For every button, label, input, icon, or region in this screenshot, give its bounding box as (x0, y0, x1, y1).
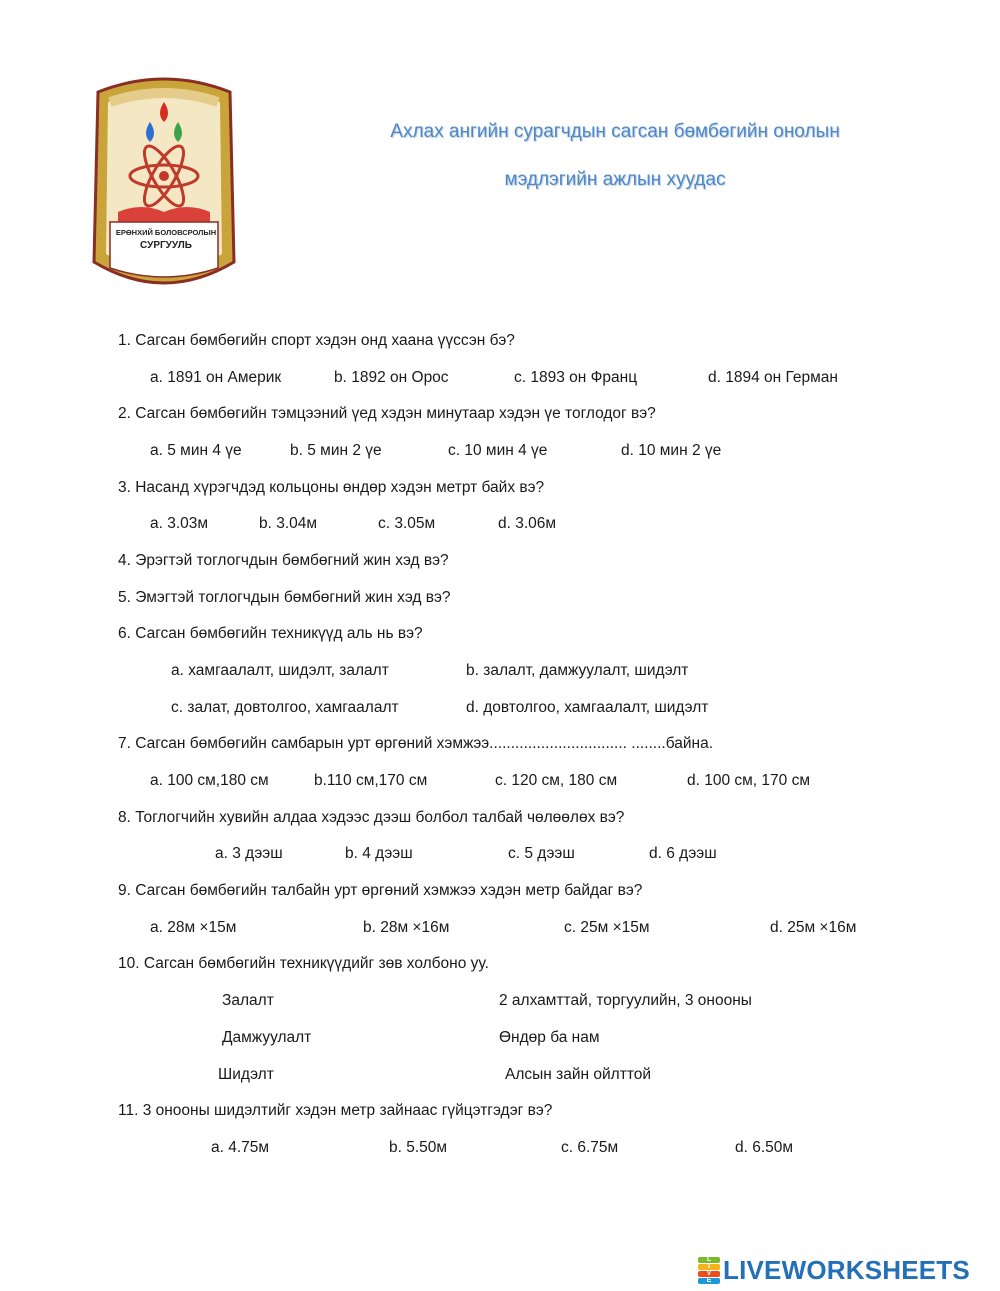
q7-option-d[interactable]: d. 100 см, 170 см (687, 772, 810, 789)
question-4: 4. Эрэгтэй тоглогчдын бөмбөгний жин хэд вэ? (118, 552, 449, 569)
q2-option-c[interactable]: c. 10 мин 4 үе (448, 442, 548, 459)
q1-option-d[interactable]: d. 1894 он Герман (708, 369, 838, 386)
question-1: 1. Сагсан бөмбөгийн спорт хэдэн онд хаана үүссэн бэ? (118, 332, 515, 349)
question-11: 11. 3 онооны шидэлтийг хэдэн метр зайнаас гүйцэтгэдэг вэ? (118, 1102, 553, 1119)
question-2: 2. Сагсан бөмбөгийн тэмцээний үед хэдэн минутаар хэдэн үе тоглодог вэ? (118, 405, 656, 422)
q10-match-right-1[interactable]: 2 алхамттай, торгуулийн, 3 онооны (499, 992, 752, 1009)
q7-option-c[interactable]: c. 120 см, 180 см (495, 772, 618, 789)
liveworksheets-logo-icon: L I V E (698, 1257, 720, 1283)
q9-option-b[interactable]: b. 28м ×16м (363, 919, 450, 936)
q11-option-c[interactable]: c. 6.75м (561, 1139, 619, 1156)
liveworksheets-wordmark: LIVEWORKSHEETS (723, 1254, 970, 1285)
q3-option-d[interactable]: d. 3.06м (498, 515, 557, 532)
q9-option-d[interactable]: d. 25м ×16м (770, 919, 857, 936)
q7-option-b[interactable]: b.110 см,170 см (314, 772, 428, 789)
worksheet-title-line1: Ахлах ангийн сурагчдын сагсан бөмбөгийн онолын (390, 121, 840, 142)
question-10: 10. Сагсан бөмбөгийн техникүүдийг зөв холбоно уу. (118, 955, 489, 972)
q10-match-left-3[interactable]: Шидэлт (218, 1066, 274, 1083)
q10-match-right-2[interactable]: Өндөр ба нам (499, 1029, 600, 1046)
school-emblem (88, 72, 240, 310)
worksheet-title-line2: мэдлэгийн ажлын хуудас (504, 169, 726, 190)
q8-option-a[interactable]: a. 3 дээш (215, 845, 283, 862)
question-3: 3. Насанд хүрэгчдэд кольцоны өндөр хэдэн метрт байх вэ? (118, 479, 545, 496)
q1-option-b[interactable]: b. 1892 он Орос (334, 369, 449, 386)
q3-option-a[interactable]: a. 3.03м (150, 515, 209, 532)
question-8: 8. Тоглогчийн хувийн алдаа хэдээс дээш болбол талбай чөлөөлөх вэ? (118, 809, 625, 826)
q8-option-d[interactable]: d. 6 дээш (649, 845, 717, 862)
q3-option-c[interactable]: c. 3.05м (378, 515, 436, 532)
q6-option-d[interactable]: d. довтолгоо, хамгаалалт, шидэлт (466, 699, 709, 716)
q7-option-a[interactable]: a. 100 см,180 см (150, 772, 269, 789)
q6-option-c[interactable]: c. залат, довтолгоо, хамгаалалт (171, 699, 399, 716)
q11-option-a[interactable]: a. 4.75м (211, 1139, 270, 1156)
q2-option-d[interactable]: d. 10 мин 2 үе (621, 442, 722, 459)
q3-option-b[interactable]: b. 3.04м (259, 515, 318, 532)
q8-option-b[interactable]: b. 4 дээш (345, 845, 413, 862)
q10-match-left-2[interactable]: Дамжуулалт (222, 1029, 312, 1046)
question-5: 5. Эмэгтэй тоглогчдын бөмбөгний жин хэд вэ? (118, 589, 451, 606)
q9-option-a[interactable]: a. 28м ×15м (150, 919, 237, 936)
question-9: 9. Сагсан бөмбөгийн талбайн урт өргөний хэмжээ хэдэн метр байдаг вэ? (118, 882, 643, 899)
q2-option-a[interactable]: a. 5 мин 4 үе (150, 442, 242, 459)
question-6: 6. Сагсан бөмбөгийн техникүүд аль нь вэ? (118, 625, 423, 642)
q11-option-d[interactable]: d. 6.50м (735, 1139, 794, 1156)
liveworksheets-brand[interactable] (698, 1254, 970, 1286)
q6-option-b[interactable]: b. залалт, дамжуулалт, шидэлт (466, 662, 689, 679)
q2-option-b[interactable]: b. 5 мин 2 үе (290, 442, 382, 459)
q1-option-a[interactable]: a. 1891 он Америк (150, 369, 282, 386)
q10-match-right-3[interactable]: Алсын зайн ойлттой (505, 1066, 652, 1083)
emblem-banner-line1: ЕРӨНХИЙ БОЛОВСРОЛЫН (115, 228, 217, 237)
q8-option-c[interactable]: c. 5 дээш (508, 845, 575, 862)
q6-option-a[interactable]: a. хамгаалалт, шидэлт, залалт (171, 662, 389, 679)
emblem-banner-line2: СУРГУУЛЬ (140, 240, 192, 251)
q9-option-c[interactable]: c. 25м ×15м (564, 919, 650, 936)
q11-option-b[interactable]: b. 5.50м (389, 1139, 448, 1156)
q1-option-c[interactable]: c. 1893 он Франц (514, 369, 638, 386)
q10-match-left-1[interactable]: Залалт (222, 992, 274, 1009)
question-7: 7. Сагсан бөмбөгийн самбарын урт өргөний хэмжээ................................ ........байна. (118, 735, 714, 752)
